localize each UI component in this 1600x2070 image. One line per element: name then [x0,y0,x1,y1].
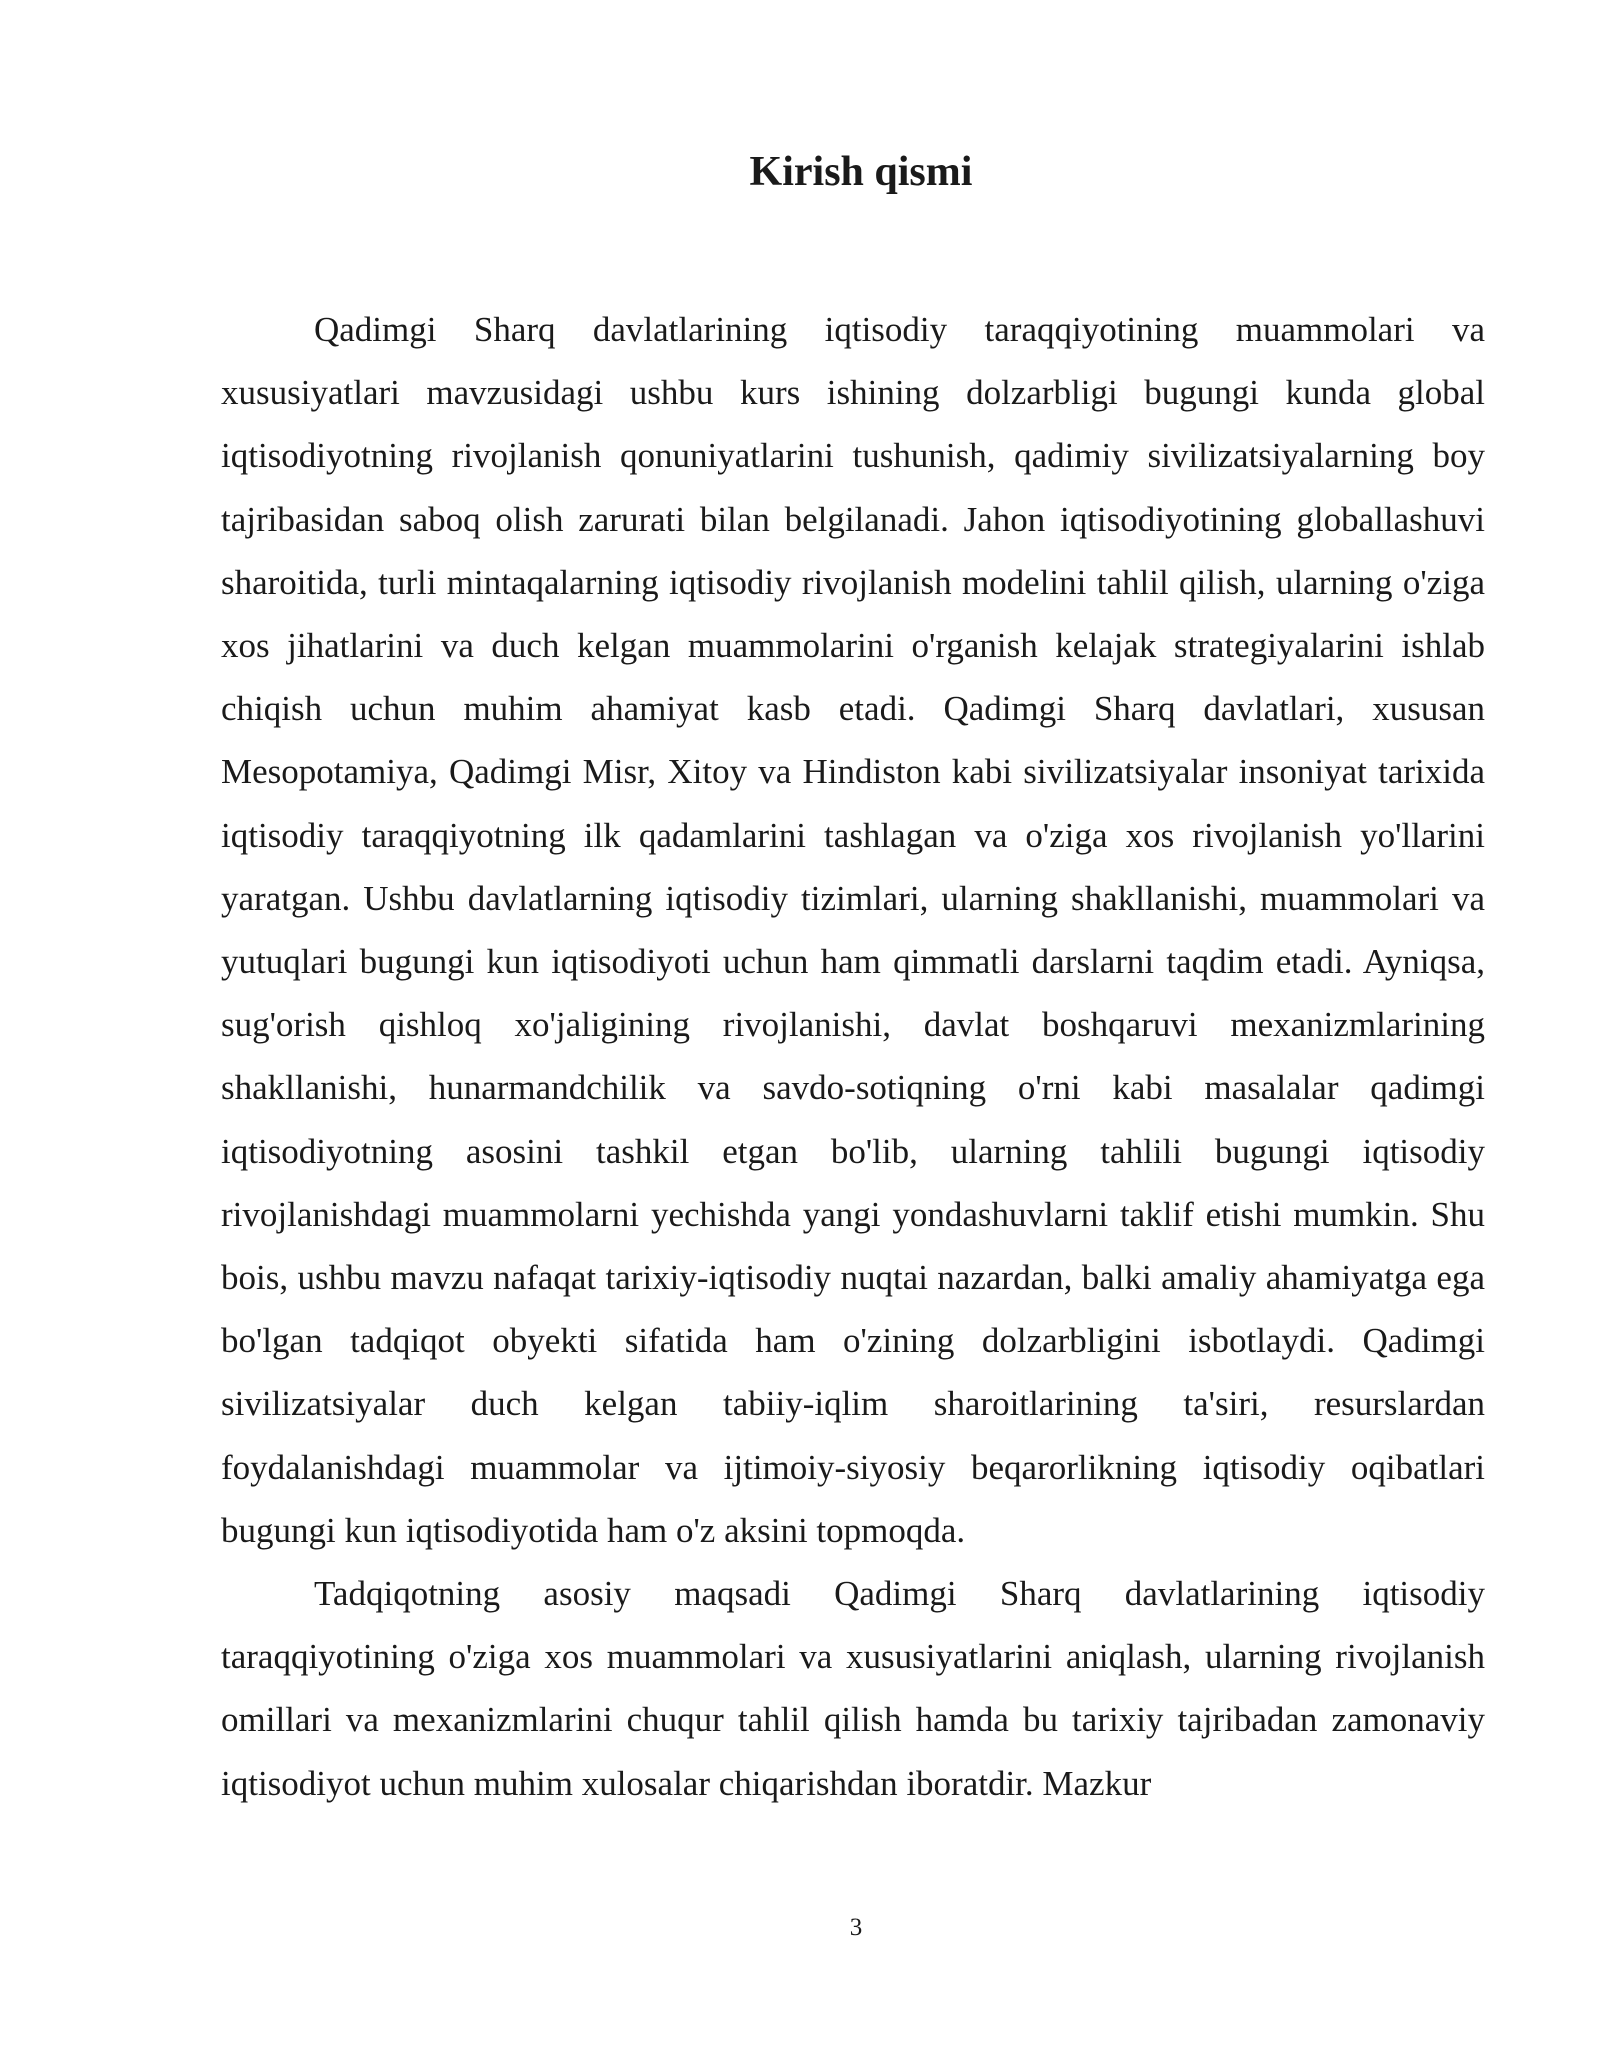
page-number: 3 [849,1914,863,1941]
page-title: Kirish qismi [749,149,973,195]
paragraph-relevance: Qadimgi Sharq davlatlarining iqtisodiy taraqqiyotining muammolari va xususiyatlari mavzusidagi ushbu kurs ishining dolzarbligi bugungi kunda global iqtisodiyotning rivojlanish qonuniyatlarini tushunish, qadimiy sivilizatsiyalarning boy tajribasidan saboq olish zarurati bilan belgilanadi. Jahon iqtisodiyotining globallashuvi sharoitida, turli mintaqalarning iqtisodiy rivojlanish modelini tahlil qilish, ularning o'ziga xos jihatlarini va duch kelgan muammolarini o'rganish kelajak strategiyalarini ishlab chiqish uchun muhim ahamiyat kasb etadi. Qadimgi Sharq davlatlari, xususan Mesopotamiya, Qadimgi Misr, Xitoy va Hindiston kabi sivilizatsiyalar insoniyat tarixida iqtisodiy taraqqiyotning ilk qadamlarini tashlagan va o'ziga xos rivojlanish yo'llarini yaratgan. Ushbu davlatlarning iqtisodiy tizimlari, ularning shakllanishi, muammolari va yutuqlari bugungi kun iqtisodiyoti uchun ham qimmatli darslarni taqdim etadi. Ayniqsa, sug'orish qishloq xo'jaligining rivojlanishi, davlat boshqaruvi mexanizmlarining shakllanishi, hunarmandchilik va savdo-sotiqning o'rni kabi masalalar qadimgi iqtisodiyotning asosini tashkil etgan bo'lib, ularning tahlili bugungi iqtisodiy rivojlanishdagi muammolarni yechishda yangi yondashuvlarni taklif etishi mumkin. Shu bois, ushbu mavzu nafaqat tarixiy-iqtisodiy nuqtai nazardan, balki amaliy ahamiyatga ega bo'lgan tadqiqot obyekti sifatida ham o'zining dolzarbligini isbotlaydi. Qadimgi sivilizatsiyalar duch kelgan tabiiy-iqlim sharoitlarining ta'siri, resurslardan foydalanishdagi muammolar va ijtimoiy-siyosiy beqarorlikning iqtisodiy oqibatlari bugungi kun iqtisodiyotida ham o'z aksini topmoqda. [221,310,1485,1550]
paragraph-goal: Tadqiqotning asosiy maqsadi Qadimgi Sharq davlatlarining iqtisodiy taraqqiyotining o'ziga xos muammolari va xususiyatlarini aniqlash, ularning rivojlanish omillari va mexanizmlarini chuqur tahlil qilish hamda bu tarixiy tajribadan zamonaviy iqtisodiyot uchun muhim xulosalar chiqarishdan iboratdir. Mazkur [221,1574,1485,1803]
body-text [221,298,1485,1815]
